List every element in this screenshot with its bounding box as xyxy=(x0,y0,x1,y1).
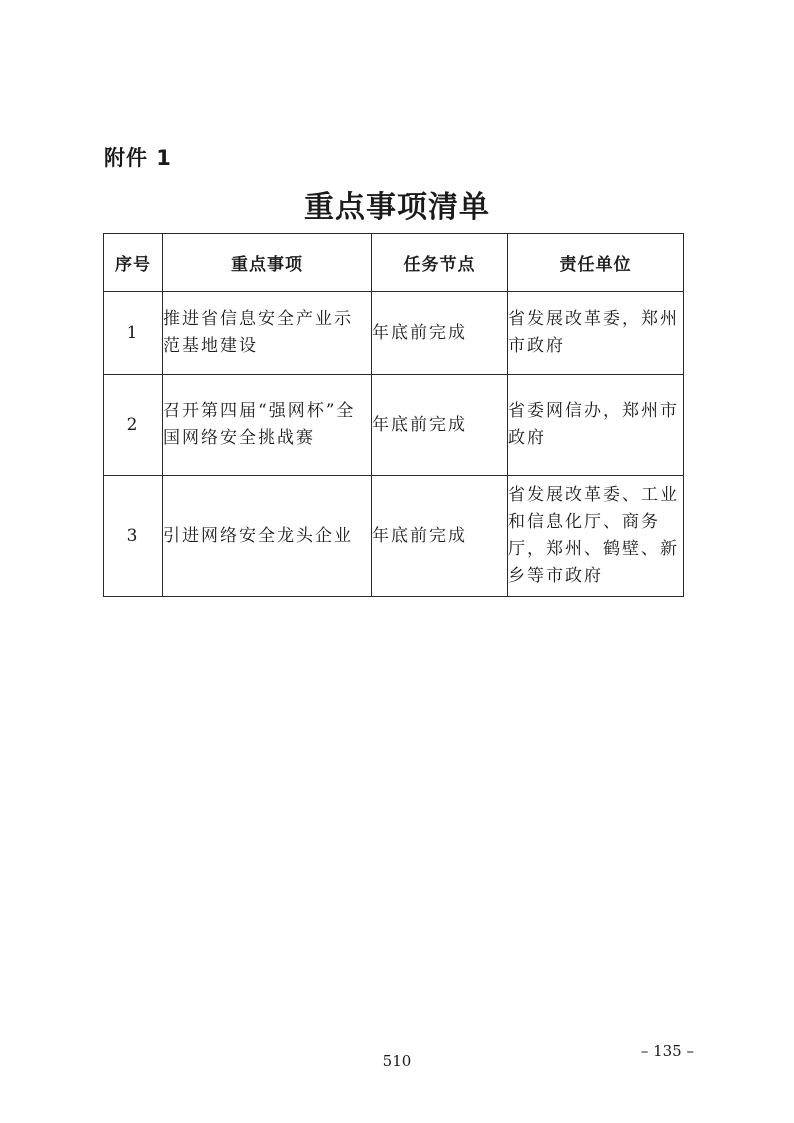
cell-item: 召开第四届“强网杯”全国网络安全挑战赛 xyxy=(163,375,372,476)
cell-unit: 省发展改革委，郑州市政府 xyxy=(508,292,684,375)
header-no: 序号 xyxy=(104,234,163,292)
cell-no: 2 xyxy=(104,375,163,476)
cell-node: 年底前完成 xyxy=(372,375,508,476)
cell-item: 推进省信息安全产业示范基地建设 xyxy=(163,292,372,375)
table-row xyxy=(104,292,684,375)
key-items-table xyxy=(103,233,684,597)
header-item: 重点事项 xyxy=(163,234,372,292)
cell-node: 年底前完成 xyxy=(372,476,508,597)
table-row xyxy=(104,375,684,476)
attachment-label: 附件 1 xyxy=(104,146,172,170)
table-row xyxy=(104,476,684,597)
cell-unit: 省发展改革委、工业和信息化厅、商务厅，郑州、鹤壁、新乡等市政府 xyxy=(508,476,684,597)
cell-item: 引进网络安全龙头企业 xyxy=(163,476,372,597)
page-number-inner: 510 xyxy=(382,1052,412,1070)
cell-node: 年底前完成 xyxy=(372,292,508,375)
cell-no: 1 xyxy=(104,292,163,375)
header-unit: 责任单位 xyxy=(508,234,684,292)
cell-unit: 省委网信办，郑州市政府 xyxy=(508,375,684,476)
document-title: 重点事项清单 xyxy=(304,190,490,225)
page-number-outer: – 135 – xyxy=(640,1042,694,1060)
cell-no: 3 xyxy=(104,476,163,597)
table-header-row xyxy=(104,234,684,292)
header-node: 任务节点 xyxy=(372,234,508,292)
